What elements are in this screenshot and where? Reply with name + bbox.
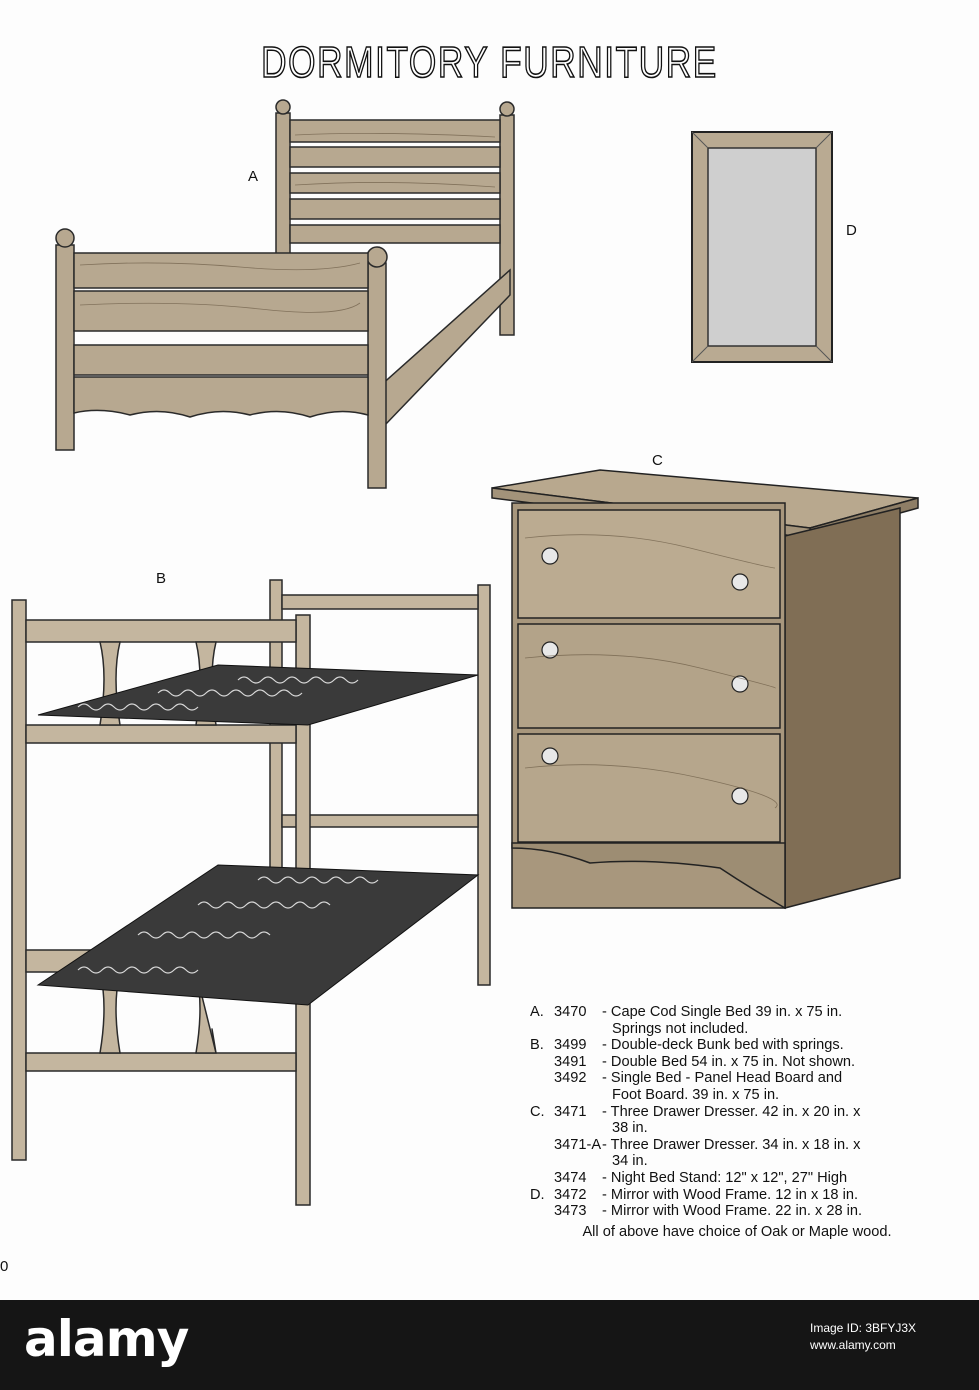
spec-row-3470: A. 3470 - Cape Cod Single Bed 39 in. x 75 in. Springs not included. — [530, 1004, 843, 1037]
page-number: 0 — [0, 1258, 9, 1275]
spec-row-3492: 3492 - Single Bed - Panel Head Board and Foot Board. 39 in. x 75 in. — [554, 1070, 843, 1103]
spec-row-3471a: 3471-A - Three Drawer Dresser. 34 in. x 18 in. x 34 in. — [554, 1136, 861, 1170]
label-c: C — [652, 452, 663, 469]
spec-row-3472: D. 3472 - Mirror with Wood Frame. 12 in x 18 in. — [530, 1186, 859, 1203]
spec-row-3471: C. 3471 - Three Drawer Dresser. 42 in. x 20 in. x 38 in. — [530, 1103, 861, 1137]
page-title: DORMITORY FURNITURE — [261, 38, 718, 87]
mirror-photo — [690, 130, 835, 365]
label-d: D — [846, 222, 857, 239]
spec-list — [530, 1004, 930, 1240]
single-bed-photo — [40, 95, 530, 495]
spec-row-3474: 3474 - Night Bed Stand: 12" x 12", 27" High — [554, 1169, 848, 1186]
spec-row-3491: 3491 - Double Bed 54 in. x 75 in. Not shown. — [554, 1053, 856, 1070]
label-a: A — [248, 168, 259, 185]
wood-note: All of above have choice of Oak or Maple wood. — [582, 1223, 892, 1240]
spec-row-3499: B. 3499 - Double-deck Bunk bed with springs. — [530, 1037, 844, 1054]
image-id: Image ID: 3BFYJ3X www.alamy.com — [810, 1321, 917, 1352]
spec-row-3473: 3473 - Mirror with Wood Frame. 22 in. x 28 in. — [554, 1203, 863, 1220]
dresser-photo — [490, 468, 920, 923]
bunk-bed-photo — [8, 575, 493, 1215]
alamy-logo: alamy — [24, 1310, 189, 1368]
label-b: B — [156, 570, 167, 587]
